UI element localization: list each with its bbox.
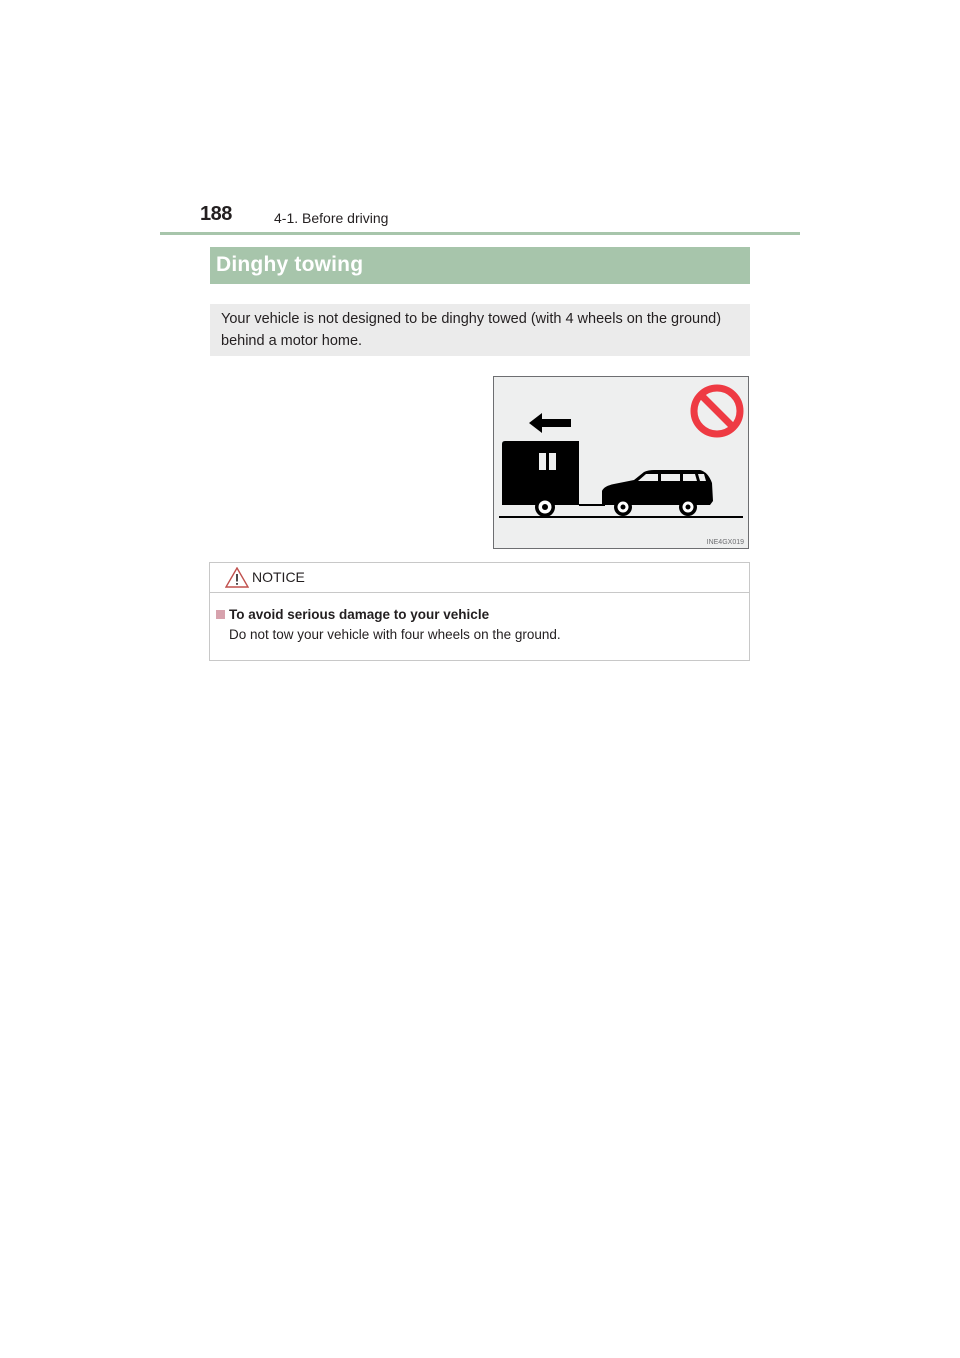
header-rule	[160, 232, 800, 235]
tow-bar	[579, 504, 605, 506]
illustration-svg	[494, 377, 748, 548]
left-arrow-icon	[529, 413, 571, 433]
notice-header	[210, 563, 749, 593]
section-title: Dinghy towing	[216, 253, 364, 276]
intro-text: Your vehicle is not designed to be dinghy towed (with 4 wheels on the ground) behind a motor home.	[221, 311, 722, 349]
warning-triangle-icon	[225, 567, 249, 588]
ground-line	[499, 516, 743, 518]
suv-icon	[602, 470, 713, 516]
prohibited-icon	[694, 388, 740, 434]
figure-code: INE4GX019	[706, 539, 744, 546]
section-title-bar	[210, 247, 750, 284]
motor-home-icon	[502, 441, 579, 517]
towing-illustration	[493, 376, 749, 549]
intro-box	[210, 304, 750, 356]
notice-box	[209, 562, 750, 661]
bullet-square-icon	[216, 610, 225, 619]
page-number: 188	[200, 203, 232, 225]
notice-item-body: Do not tow your vehicle with four wheels on the ground.	[229, 627, 561, 642]
notice-item-title: To avoid serious damage to your vehicle	[229, 607, 490, 622]
section-label: 4-1. Before driving	[274, 210, 389, 226]
notice-label: NOTICE	[252, 569, 305, 585]
notice-item	[216, 606, 489, 624]
